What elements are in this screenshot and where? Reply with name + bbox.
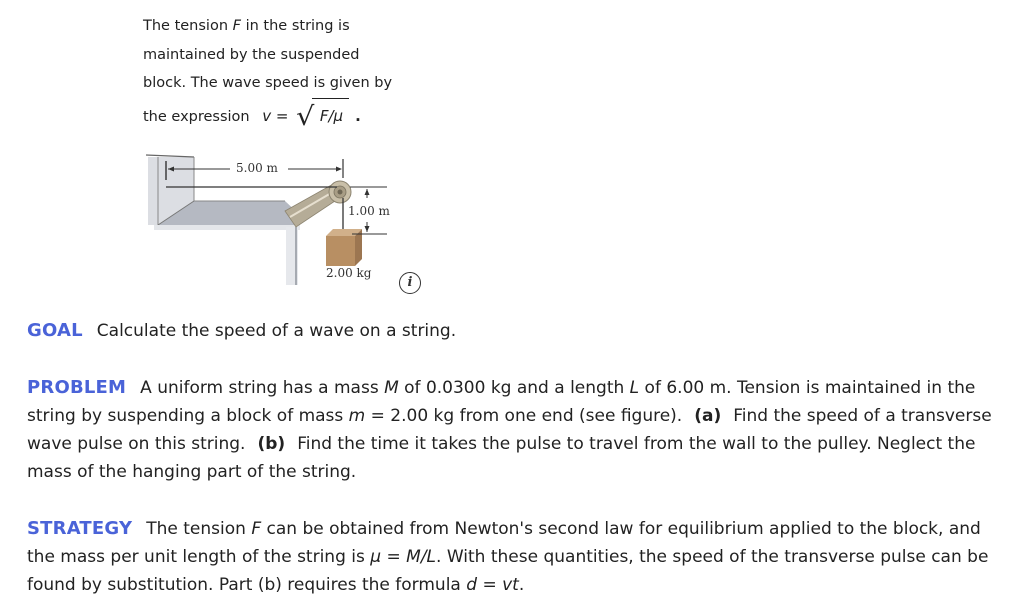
strategy-text: =: [477, 575, 503, 595]
radicand: F/μ: [312, 98, 349, 131]
var-F: F: [251, 519, 262, 539]
problem-tag: PROBLEM: [27, 377, 127, 398]
height-label: 1.00 m: [348, 204, 390, 218]
var-d: d: [466, 575, 478, 595]
string-pulley-figure: [140, 145, 430, 305]
intro-line-3: block. The wave speed is given by: [143, 75, 393, 91]
goal-section: [27, 317, 1007, 345]
intro-line-4: [143, 98, 443, 132]
intro-text-span: in the string is: [240, 18, 350, 34]
intro-text: [143, 12, 443, 131]
info-icon[interactable]: i: [399, 272, 421, 294]
intro-text-span: the expression: [143, 108, 250, 125]
strategy-text: The tension: [146, 519, 252, 539]
var-m: m: [348, 406, 366, 426]
length-label: 5.00 m: [236, 161, 278, 175]
intro-line-2: maintained by the suspended: [143, 46, 360, 63]
goal-text: Calculate the speed of a wave on a string.: [96, 321, 457, 341]
part-b-label: (b): [257, 434, 286, 454]
goal-tag: GOAL: [27, 320, 83, 341]
strategy-section: [27, 515, 1007, 599]
part-a-label: (a): [694, 406, 722, 426]
problem-text: Find the speed of a transverse wave pulse on this string.: [27, 406, 992, 454]
problem-section: [27, 374, 1007, 486]
block-shape: [326, 236, 355, 266]
strategy-tag: STRATEGY: [27, 518, 133, 539]
wave-speed-formula: [262, 98, 361, 131]
strategy-text: can be obtained from Newton's second law for equilibrium applied to the block, and the mass per unit length of the string is: [27, 519, 981, 567]
var-vt: vt: [502, 575, 519, 595]
var-v: v: [262, 106, 272, 125]
intro-line-1: [143, 12, 443, 41]
period: .: [355, 106, 361, 125]
strategy-text: . With these quantities, the speed of the transverse pulse can be found by substitution. Part (b) requires the formula: [27, 547, 989, 595]
strategy-text: =: [381, 547, 407, 567]
var-M: M: [384, 378, 399, 398]
strategy-text: .: [518, 575, 525, 595]
var-M-over-L: M/L: [406, 547, 437, 567]
sqrt-icon: √: [296, 101, 315, 132]
problem-text: Find the time it takes the pulse to travel from the wall to the pulley. Neglect the mass of the hanging part of the string.: [27, 434, 976, 482]
square-root: [297, 98, 349, 131]
intro-text-span: The tension: [143, 18, 233, 34]
mass-label: 2.00 kg: [326, 266, 372, 280]
problem-text: of 6.00 m. Tension is maintained in the string by suspending a block of mass: [27, 378, 976, 426]
problem-text: A uniform string has a mass: [140, 378, 385, 398]
problem-text: of 0.0300 kg and a length: [398, 378, 630, 398]
var-L: L: [629, 378, 640, 398]
problem-text: = 2.00 kg from one end (see figure).: [365, 406, 683, 426]
var-F: F: [232, 18, 241, 34]
diagram-illustration: [140, 145, 430, 305]
var-mu: μ: [370, 547, 382, 567]
equals-sign: =: [275, 106, 289, 125]
